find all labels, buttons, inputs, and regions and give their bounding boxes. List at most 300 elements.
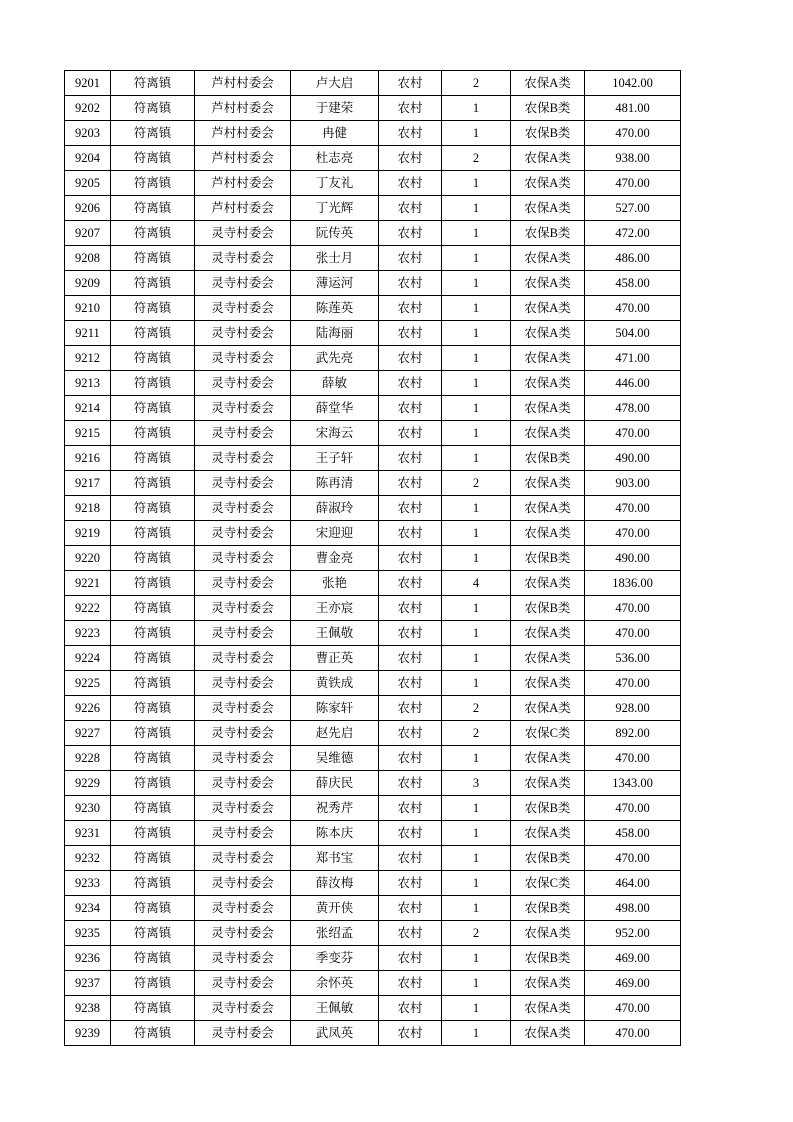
cell-amount: 470.00	[585, 1021, 681, 1046]
cell-area: 农村	[379, 621, 442, 646]
cell-category: 农保A类	[511, 646, 585, 671]
cell-amount: 469.00	[585, 946, 681, 971]
cell-area: 农村	[379, 296, 442, 321]
cell-count: 1	[442, 221, 511, 246]
cell-serial: 9201	[65, 71, 111, 96]
cell-amount: 470.00	[585, 496, 681, 521]
cell-town: 符离镇	[111, 771, 195, 796]
cell-amount: 498.00	[585, 896, 681, 921]
cell-serial: 9214	[65, 396, 111, 421]
table-row	[65, 1021, 681, 1046]
cell-town: 符离镇	[111, 371, 195, 396]
cell-town: 符离镇	[111, 121, 195, 146]
cell-area: 农村	[379, 196, 442, 221]
cell-name: 陆海丽	[291, 321, 379, 346]
cell-village: 芦村村委会	[195, 121, 291, 146]
cell-amount: 470.00	[585, 421, 681, 446]
cell-name: 季变芬	[291, 946, 379, 971]
cell-amount: 470.00	[585, 296, 681, 321]
table-row	[65, 796, 681, 821]
cell-name: 陈家轩	[291, 696, 379, 721]
cell-serial: 9213	[65, 371, 111, 396]
cell-serial: 9238	[65, 996, 111, 1021]
cell-category: 农保A类	[511, 71, 585, 96]
table-row	[65, 146, 681, 171]
cell-category: 农保A类	[511, 471, 585, 496]
cell-area: 农村	[379, 396, 442, 421]
cell-name: 于建荣	[291, 96, 379, 121]
cell-count: 1	[442, 171, 511, 196]
cell-village: 灵寺村委会	[195, 446, 291, 471]
cell-area: 农村	[379, 246, 442, 271]
cell-village: 灵寺村委会	[195, 646, 291, 671]
cell-serial: 9202	[65, 96, 111, 121]
table-row	[65, 346, 681, 371]
cell-name: 阮传英	[291, 221, 379, 246]
cell-count: 1	[442, 821, 511, 846]
cell-category: 农保C类	[511, 721, 585, 746]
cell-village: 灵寺村委会	[195, 946, 291, 971]
cell-serial: 9228	[65, 746, 111, 771]
cell-count: 1	[442, 896, 511, 921]
cell-category: 农保A类	[511, 346, 585, 371]
cell-category: 农保A类	[511, 571, 585, 596]
cell-category: 农保C类	[511, 871, 585, 896]
cell-count: 1	[442, 196, 511, 221]
cell-count: 2	[442, 471, 511, 496]
cell-village: 芦村村委会	[195, 146, 291, 171]
cell-serial: 9224	[65, 646, 111, 671]
cell-count: 1	[442, 546, 511, 571]
cell-town: 符离镇	[111, 196, 195, 221]
cell-town: 符离镇	[111, 946, 195, 971]
cell-name: 薛堂华	[291, 396, 379, 421]
cell-amount: 903.00	[585, 471, 681, 496]
cell-category: 农保B类	[511, 221, 585, 246]
cell-name: 薄运河	[291, 271, 379, 296]
cell-category: 农保B类	[511, 896, 585, 921]
table-row	[65, 821, 681, 846]
cell-serial: 9205	[65, 171, 111, 196]
cell-area: 农村	[379, 646, 442, 671]
cell-town: 符离镇	[111, 296, 195, 321]
cell-serial: 9226	[65, 696, 111, 721]
cell-category: 农保A类	[511, 771, 585, 796]
cell-count: 1	[442, 871, 511, 896]
cell-name: 余怀英	[291, 971, 379, 996]
table-row	[65, 746, 681, 771]
cell-serial: 9211	[65, 321, 111, 346]
cell-name: 黄开侠	[291, 896, 379, 921]
cell-area: 农村	[379, 496, 442, 521]
cell-category: 农保A类	[511, 296, 585, 321]
cell-serial: 9203	[65, 121, 111, 146]
cell-area: 农村	[379, 921, 442, 946]
cell-village: 灵寺村委会	[195, 546, 291, 571]
cell-serial: 9215	[65, 421, 111, 446]
table-row	[65, 946, 681, 971]
cell-village: 灵寺村委会	[195, 471, 291, 496]
cell-village: 灵寺村委会	[195, 771, 291, 796]
cell-serial: 9223	[65, 621, 111, 646]
cell-village: 灵寺村委会	[195, 321, 291, 346]
cell-town: 符离镇	[111, 746, 195, 771]
table-row	[65, 621, 681, 646]
cell-count: 1	[442, 271, 511, 296]
cell-village: 灵寺村委会	[195, 746, 291, 771]
cell-town: 符离镇	[111, 471, 195, 496]
table-row	[65, 96, 681, 121]
table-row	[65, 171, 681, 196]
table-row	[65, 921, 681, 946]
cell-count: 2	[442, 696, 511, 721]
cell-category: 农保B类	[511, 946, 585, 971]
cell-amount: 470.00	[585, 621, 681, 646]
cell-count: 1	[442, 521, 511, 546]
cell-town: 符离镇	[111, 921, 195, 946]
cell-area: 农村	[379, 71, 442, 96]
cell-town: 符离镇	[111, 321, 195, 346]
table-row	[65, 646, 681, 671]
cell-count: 1	[442, 646, 511, 671]
cell-town: 符离镇	[111, 721, 195, 746]
cell-amount: 938.00	[585, 146, 681, 171]
table-row	[65, 596, 681, 621]
cell-serial: 9208	[65, 246, 111, 271]
table-row	[65, 846, 681, 871]
cell-area: 农村	[379, 896, 442, 921]
cell-category: 农保A类	[511, 196, 585, 221]
cell-town: 符离镇	[111, 671, 195, 696]
cell-category: 农保B类	[511, 96, 585, 121]
cell-name: 吴维德	[291, 746, 379, 771]
cell-category: 农保A类	[511, 671, 585, 696]
cell-town: 符离镇	[111, 396, 195, 421]
cell-serial: 9231	[65, 821, 111, 846]
cell-village: 灵寺村委会	[195, 596, 291, 621]
cell-town: 符离镇	[111, 96, 195, 121]
cell-amount: 478.00	[585, 396, 681, 421]
cell-category: 农保A类	[511, 321, 585, 346]
cell-amount: 490.00	[585, 446, 681, 471]
cell-area: 农村	[379, 571, 442, 596]
cell-name: 丁光辉	[291, 196, 379, 221]
cell-village: 灵寺村委会	[195, 721, 291, 746]
cell-count: 1	[442, 621, 511, 646]
cell-amount: 470.00	[585, 796, 681, 821]
cell-name: 张绍孟	[291, 921, 379, 946]
cell-area: 农村	[379, 471, 442, 496]
cell-name: 杜志亮	[291, 146, 379, 171]
cell-village: 灵寺村委会	[195, 871, 291, 896]
table-row	[65, 971, 681, 996]
cell-amount: 446.00	[585, 371, 681, 396]
table-row	[65, 896, 681, 921]
table-body	[65, 71, 681, 1046]
cell-town: 符离镇	[111, 546, 195, 571]
cell-serial: 9239	[65, 1021, 111, 1046]
table-row	[65, 671, 681, 696]
cell-amount: 472.00	[585, 221, 681, 246]
cell-area: 农村	[379, 171, 442, 196]
cell-category: 农保B类	[511, 446, 585, 471]
cell-serial: 9232	[65, 846, 111, 871]
cell-area: 农村	[379, 871, 442, 896]
cell-amount: 481.00	[585, 96, 681, 121]
cell-count: 1	[442, 496, 511, 521]
cell-serial: 9234	[65, 896, 111, 921]
cell-amount: 458.00	[585, 271, 681, 296]
cell-area: 农村	[379, 221, 442, 246]
cell-category: 农保A类	[511, 821, 585, 846]
cell-area: 农村	[379, 371, 442, 396]
cell-category: 农保B类	[511, 121, 585, 146]
cell-serial: 9233	[65, 871, 111, 896]
cell-amount: 464.00	[585, 871, 681, 896]
cell-village: 灵寺村委会	[195, 696, 291, 721]
cell-village: 灵寺村委会	[195, 971, 291, 996]
cell-name: 丁友礼	[291, 171, 379, 196]
cell-name: 曹正英	[291, 646, 379, 671]
cell-amount: 1343.00	[585, 771, 681, 796]
cell-serial: 9220	[65, 546, 111, 571]
cell-name: 王佩敬	[291, 621, 379, 646]
cell-town: 符离镇	[111, 621, 195, 646]
cell-category: 农保A类	[511, 521, 585, 546]
cell-category: 农保A类	[511, 271, 585, 296]
table-row	[65, 371, 681, 396]
cell-village: 灵寺村委会	[195, 571, 291, 596]
cell-category: 农保A类	[511, 496, 585, 521]
cell-name: 王子轩	[291, 446, 379, 471]
cell-count: 1	[442, 596, 511, 621]
cell-amount: 952.00	[585, 921, 681, 946]
cell-name: 张艳	[291, 571, 379, 596]
cell-town: 符离镇	[111, 971, 195, 996]
cell-name: 宋迎迎	[291, 521, 379, 546]
cell-category: 农保A类	[511, 746, 585, 771]
table-row	[65, 871, 681, 896]
cell-name: 薛淑玲	[291, 496, 379, 521]
cell-count: 1	[442, 846, 511, 871]
cell-serial: 9204	[65, 146, 111, 171]
cell-area: 农村	[379, 996, 442, 1021]
cell-count: 1	[442, 421, 511, 446]
cell-count: 1	[442, 246, 511, 271]
cell-village: 芦村村委会	[195, 171, 291, 196]
cell-area: 农村	[379, 546, 442, 571]
cell-count: 1	[442, 671, 511, 696]
cell-town: 符离镇	[111, 221, 195, 246]
cell-amount: 928.00	[585, 696, 681, 721]
cell-count: 1	[442, 96, 511, 121]
cell-count: 2	[442, 721, 511, 746]
table-row	[65, 71, 681, 96]
cell-village: 灵寺村委会	[195, 371, 291, 396]
cell-village: 灵寺村委会	[195, 896, 291, 921]
cell-serial: 9236	[65, 946, 111, 971]
cell-count: 2	[442, 71, 511, 96]
cell-area: 农村	[379, 821, 442, 846]
cell-amount: 470.00	[585, 846, 681, 871]
cell-category: 农保A类	[511, 921, 585, 946]
cell-category: 农保A类	[511, 146, 585, 171]
cell-town: 符离镇	[111, 346, 195, 371]
cell-count: 1	[442, 296, 511, 321]
cell-area: 农村	[379, 421, 442, 446]
cell-area: 农村	[379, 346, 442, 371]
cell-count: 3	[442, 771, 511, 796]
cell-serial: 9212	[65, 346, 111, 371]
cell-serial: 9210	[65, 296, 111, 321]
cell-amount: 469.00	[585, 971, 681, 996]
cell-amount: 892.00	[585, 721, 681, 746]
cell-area: 农村	[379, 321, 442, 346]
cell-count: 2	[442, 921, 511, 946]
cell-category: 农保A类	[511, 246, 585, 271]
cell-area: 农村	[379, 771, 442, 796]
cell-name: 陈莲英	[291, 296, 379, 321]
cell-count: 1	[442, 346, 511, 371]
table-row	[65, 521, 681, 546]
cell-area: 农村	[379, 946, 442, 971]
cell-area: 农村	[379, 721, 442, 746]
cell-area: 农村	[379, 1021, 442, 1046]
cell-category: 农保B类	[511, 846, 585, 871]
cell-category: 农保A类	[511, 171, 585, 196]
cell-amount: 527.00	[585, 196, 681, 221]
cell-name: 张士月	[291, 246, 379, 271]
cell-category: 农保A类	[511, 621, 585, 646]
cell-area: 农村	[379, 846, 442, 871]
cell-village: 灵寺村委会	[195, 296, 291, 321]
cell-town: 符离镇	[111, 71, 195, 96]
cell-village: 灵寺村委会	[195, 621, 291, 646]
cell-town: 符离镇	[111, 821, 195, 846]
cell-name: 薛庆民	[291, 771, 379, 796]
cell-area: 农村	[379, 971, 442, 996]
cell-serial: 9230	[65, 796, 111, 821]
cell-category: 农保B类	[511, 596, 585, 621]
cell-town: 符离镇	[111, 246, 195, 271]
cell-village: 灵寺村委会	[195, 921, 291, 946]
cell-town: 符离镇	[111, 421, 195, 446]
cell-serial: 9237	[65, 971, 111, 996]
cell-town: 符离镇	[111, 871, 195, 896]
cell-name: 陈本庆	[291, 821, 379, 846]
cell-serial: 9216	[65, 446, 111, 471]
table-row	[65, 296, 681, 321]
cell-serial: 9206	[65, 196, 111, 221]
cell-town: 符离镇	[111, 896, 195, 921]
cell-name: 王亦宸	[291, 596, 379, 621]
cell-count: 1	[442, 996, 511, 1021]
cell-category: 农保A类	[511, 1021, 585, 1046]
cell-village: 灵寺村委会	[195, 671, 291, 696]
cell-village: 芦村村委会	[195, 71, 291, 96]
cell-village: 灵寺村委会	[195, 496, 291, 521]
cell-town: 符离镇	[111, 796, 195, 821]
cell-village: 灵寺村委会	[195, 346, 291, 371]
cell-count: 1	[442, 1021, 511, 1046]
cell-serial: 9227	[65, 721, 111, 746]
table-row	[65, 996, 681, 1021]
cell-amount: 470.00	[585, 171, 681, 196]
cell-village: 芦村村委会	[195, 196, 291, 221]
cell-village: 灵寺村委会	[195, 846, 291, 871]
cell-name: 曹金亮	[291, 546, 379, 571]
cell-category: 农保A类	[511, 996, 585, 1021]
cell-count: 1	[442, 946, 511, 971]
cell-town: 符离镇	[111, 446, 195, 471]
cell-category: 农保A类	[511, 696, 585, 721]
cell-count: 1	[442, 121, 511, 146]
cell-amount: 470.00	[585, 746, 681, 771]
cell-count: 1	[442, 446, 511, 471]
table-row	[65, 221, 681, 246]
cell-amount: 504.00	[585, 321, 681, 346]
cell-village: 灵寺村委会	[195, 246, 291, 271]
cell-serial: 9229	[65, 771, 111, 796]
table-row	[65, 721, 681, 746]
cell-village: 灵寺村委会	[195, 996, 291, 1021]
cell-serial: 9209	[65, 271, 111, 296]
cell-serial: 9225	[65, 671, 111, 696]
table-row	[65, 571, 681, 596]
cell-village: 灵寺村委会	[195, 1021, 291, 1046]
cell-town: 符离镇	[111, 521, 195, 546]
cell-category: 农保A类	[511, 971, 585, 996]
document-page	[64, 70, 681, 1046]
cell-town: 符离镇	[111, 271, 195, 296]
cell-name: 黄铁成	[291, 671, 379, 696]
table-row	[65, 771, 681, 796]
cell-village: 灵寺村委会	[195, 821, 291, 846]
cell-area: 农村	[379, 746, 442, 771]
cell-town: 符离镇	[111, 846, 195, 871]
cell-name: 薛敏	[291, 371, 379, 396]
cell-amount: 470.00	[585, 996, 681, 1021]
table-row	[65, 196, 681, 221]
cell-serial: 9235	[65, 921, 111, 946]
cell-village: 灵寺村委会	[195, 271, 291, 296]
cell-count: 2	[442, 146, 511, 171]
cell-amount: 470.00	[585, 121, 681, 146]
cell-count: 1	[442, 746, 511, 771]
cell-area: 农村	[379, 146, 442, 171]
cell-amount: 471.00	[585, 346, 681, 371]
cell-village: 灵寺村委会	[195, 796, 291, 821]
table-row	[65, 696, 681, 721]
table-row	[65, 471, 681, 496]
cell-amount: 490.00	[585, 546, 681, 571]
cell-serial: 9222	[65, 596, 111, 621]
cell-category: 农保B类	[511, 796, 585, 821]
cell-serial: 9219	[65, 521, 111, 546]
cell-serial: 9207	[65, 221, 111, 246]
cell-amount: 470.00	[585, 596, 681, 621]
cell-village: 芦村村委会	[195, 96, 291, 121]
cell-town: 符离镇	[111, 571, 195, 596]
cell-category: 农保B类	[511, 546, 585, 571]
cell-count: 1	[442, 371, 511, 396]
cell-serial: 9221	[65, 571, 111, 596]
cell-name: 祝秀芹	[291, 796, 379, 821]
table-row	[65, 271, 681, 296]
cell-amount: 1836.00	[585, 571, 681, 596]
cell-amount: 1042.00	[585, 71, 681, 96]
cell-count: 1	[442, 396, 511, 421]
